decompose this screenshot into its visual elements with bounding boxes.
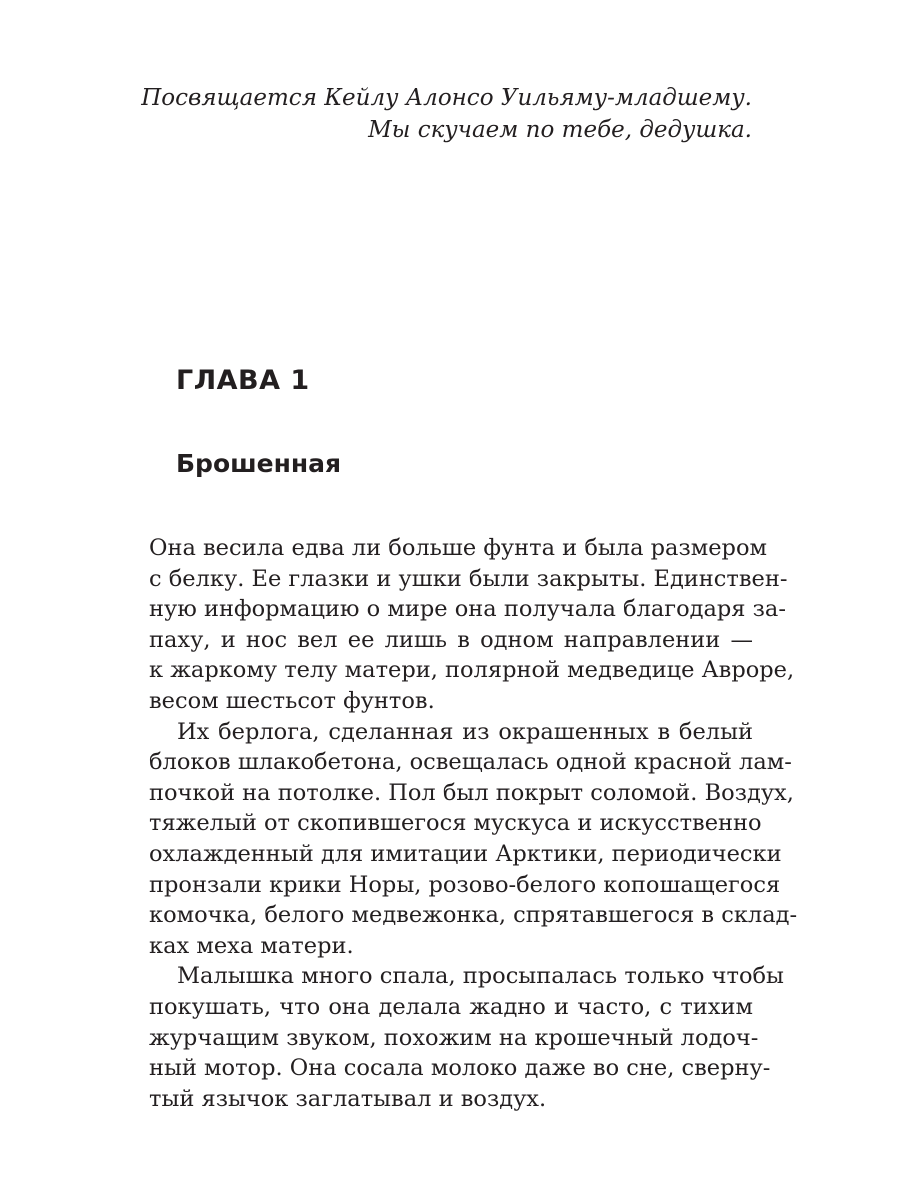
text-line: пронзали крики Норы, розово-белого копошащегося	[149, 871, 781, 898]
dedication-line: Посвящается Кейлу Алонсо Уильяму-младшему.	[141, 85, 752, 111]
text-line: почкой на потолке. Пол был покрыт соломой. Воздух,	[149, 779, 794, 806]
text-line: тый язычок заглатывал и воздух.	[149, 1085, 547, 1112]
text-line: ках меха матери.	[149, 932, 354, 959]
text-line: покушать, что она делала жадно и часто, с тихим	[149, 993, 753, 1020]
text-line: с белку. Ее глазки и ушки были закрыты. Единствен-	[149, 565, 788, 592]
dedication	[112, 82, 752, 146]
text-line: ную информацию о мире она получала благодаря за-	[149, 596, 786, 623]
text-line: блоков шлакобетона, освещалась одной красной лам-	[149, 749, 792, 776]
text-line: Малышка много спала, просыпалась только чтобы	[177, 963, 784, 990]
chapter-number: ГЛАВА 1	[176, 365, 310, 396]
text-line: ный мотор. Она сосала молоко даже во сне, сверну-	[149, 1055, 771, 1082]
text-line: к жаркому телу матери, полярной медведице Авроре,	[149, 657, 795, 684]
text-line: весом шестьсот фунтов.	[149, 687, 435, 714]
text-line: Их берлога, сделанная из окрашенных в белый	[177, 718, 753, 745]
text-line: Она весила едва ли больше фунта и была размером	[149, 535, 767, 561]
dedication-line: Мы скучаем по тебе, дедушка.	[368, 117, 752, 143]
chapter-body	[149, 533, 798, 1114]
text-line: паху, и нос вел ее лишь в одном направлении —	[149, 626, 753, 653]
text-line: тяжелый от скопившегося мускуса и искусственно	[149, 810, 762, 837]
text-line: журчащим звуком, похожим на крошечный лодоч-	[149, 1024, 759, 1051]
text-line: охлажденный для имитации Арктики, периодически	[149, 840, 782, 867]
text-line: комочка, белого медвежонка, спрятавшегося в склад-	[149, 902, 798, 929]
chapter-title: Брошенная	[176, 449, 342, 478]
